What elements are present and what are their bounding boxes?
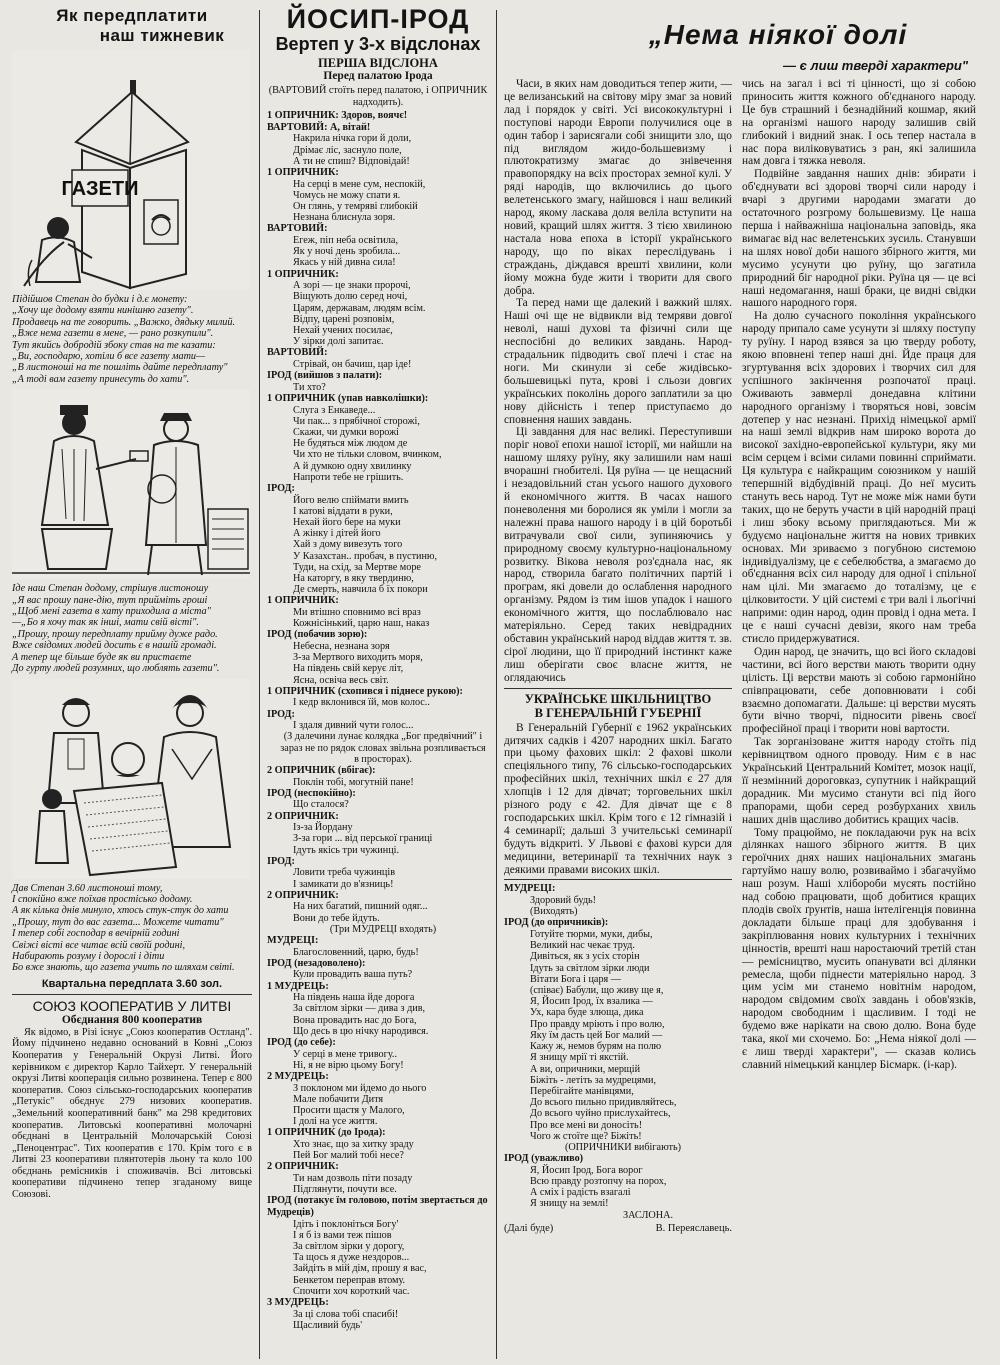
speaker-line: ІРОД (до опричників):: [504, 917, 609, 929]
caption-line: Тут якийсь добродій збоку став на те казати:: [12, 339, 216, 351]
caption-1: [12, 294, 252, 385]
caption-line: Бо вже знають, що газета учить по шляхам світі.: [12, 962, 235, 974]
paragraph: Один народ, це значить, що всі його складові частини, всі його верстви мають творити одну цілість. Ці верстви мають зі собою гармонійно співпрацювати, себе доповнювати і собі взаємно допомагати. Дальше: ці верстви мусять бути вічно творчі, підносити рівень своєї професійної праці і творити нові вартости.: [742, 645, 976, 736]
family-illustration: [12, 679, 250, 879]
speaker-line: ВАРТОВИЙ:: [267, 347, 328, 359]
school-text: В Генеральній Губернії є 1962 українських дитячих садків і 4207 народних шкіл. Багато при цьому фахових шкіл: 2 фахові школи спеціяльного типу, 76 сільсько-господарських професійних шкіл, технічних шкіл є 27 для хлопців і 12 для дівчат; торговельних шкіл різного роду є 42. Для дівчат ще є 8 господарських шкіл. Крім того є 12 гімназій і 4 семинарії; дальші 3 учительські семинарії будуть відкриті. У Львові є фахові курси для медицини, ветеринарії та технічних наук з деякими правами високих шкіл.: [504, 721, 732, 876]
speaker-line: ІРОД (побачив зорю):: [267, 629, 368, 641]
play-continuation: [504, 883, 732, 1221]
school-title: [504, 692, 732, 720]
speaker-line: ІРОД (уважливо): [504, 1153, 584, 1165]
subscription-title: [12, 6, 252, 46]
divider: [12, 994, 252, 995]
verse: Кули провадить ваша путь?: [293, 969, 413, 981]
divider: [504, 879, 732, 880]
author: В. Переяславець.: [655, 1223, 732, 1235]
speaker-line: 1 ОПРИЧНИК:: [267, 595, 339, 607]
caption-line: А як кілька днів минуло, хтось стук-стук до хати: [12, 905, 229, 917]
caption-2: [12, 583, 252, 674]
verse: Я, Йосип Ірод, Бога ворог Всю правду розтопчу на порох, А сміх і радість взагалі Я знищу на землі!: [530, 1164, 667, 1210]
postman-illustration: [12, 389, 250, 579]
speaker-line: ІРОД:: [267, 483, 295, 495]
speaker-line: ІРОД (неспокійно):: [267, 787, 356, 799]
verse: Поклін тобі, могутній пане!: [293, 776, 414, 788]
verse: Накрила нічка гори й доли, Дрімає ліс, заснуло поле, А ти не спиш? Відповідай!: [293, 133, 412, 167]
caption-line: Вже свідомих людей досить є в нашій громаді.: [12, 640, 217, 652]
caption-line: „Вже нема газети в мене, — рано розкупили".: [12, 328, 214, 340]
caption-line: Дав Степан 3.60 листоноші тому,: [12, 882, 163, 894]
caption-line: Підійшов Степан до будки і д.є монету:: [12, 294, 188, 305]
speaker-line: ІРОД:: [267, 855, 295, 867]
verse: Що сталося?: [293, 799, 349, 811]
play-footer: [504, 1223, 732, 1234]
verse: Ловити треба чужинців І замикати до в'язниць!: [293, 867, 396, 890]
speaker-line: 1 ОПРИЧНИК (упав навколішки):: [267, 393, 429, 404]
caption-line: „Щоб мені газета в хату приходила а міста": [12, 606, 211, 618]
speaker-line: 1 ОПРИЧНИК:: [267, 268, 339, 280]
verse: Із-за Йордану З-за гори ... від перської границі Ідуть якісь три чужинці.: [293, 822, 433, 856]
speaker-line: 1 МУДРЕЦЬ:: [267, 980, 329, 992]
speaker-line: МУДРЕЦІ:: [504, 883, 556, 895]
paragraph: Часи, в яких нам доводиться тепер жити, — це велизанський на світову міру змаг за новий лад і порядок у світі. Усі висококультурні і поступові народи Европи получилися оце в один табор і зарисягали собі знищити зло, що під виглядом жидо-большевизму і плютократизму змагає до знівечення правопорядку на всіх просторах земної кулі. У ряді народів, що включились до цього велетенського змагу, найшовся і наш великий народ, якому ласкава доля веліла вступити на новий, кращий шлях життя. З тією хвилиною настала нова епоха в історії українського народу, що по віках переслідувань і страждань, діждався врешті хвилини, коли йому можна буде жити і творити для свого добра.: [504, 78, 732, 297]
verse: Його велю спіймати вмить І катові віддати в руки, Нехай його бере на муки А жінку і дітей його Хай з дому вивезуть того У Казахстан.. пробач, в пустиню, Туди, на схід, за Мертве море На каторгу, в яку твердиню, Де смерть, навчила б їх покори: [293, 494, 438, 596]
play-title: ЙОСИП-ІРОД: [286, 4, 470, 34]
verse: Благословенний, царю, будь!: [293, 946, 419, 958]
speaker-line: 2 ОПРИЧНИК (вбігає):: [267, 765, 376, 777]
main-subtitle: — є лиш тверді характери": [783, 58, 968, 73]
speaker-line: 2 ОПРИЧНИК:: [267, 810, 339, 822]
speaker-line: МУДРЕЦІ:: [267, 935, 319, 947]
verse: У серці в мене тривогу.. Ні, я не вірю цьому Богу!: [293, 1048, 404, 1071]
verse: Ми втішно сповнимо всі враз Кожнісінький, царю наш, наказ: [293, 607, 430, 630]
coop-title: СОЮЗ КООПЕРАТИВ У ЛИТВІ: [32, 997, 232, 1014]
stage-direction: (ВАРТОВИЙ стоїть перед палатою, і ОПРИЧНИК надходить).: [268, 85, 488, 108]
main-title: „Нема ніякої долі: [648, 19, 908, 50]
caption-line: І спокійно вже поїхав простісько додому.: [12, 893, 193, 905]
subscription-title-line1: Як передплатити: [56, 6, 208, 25]
speaker-line: 2 ОПРИЧНИК:: [267, 1161, 339, 1173]
caption-line: „А тоді вам газету принесуть до хати".: [12, 373, 190, 385]
caption-line: „Прошу, тут до вас газета... Можете читати": [12, 916, 224, 928]
caption-line: „Хочу ще додому взяти нинішню газету".: [12, 305, 194, 317]
speaker-line: ІРОД:: [267, 708, 295, 720]
caption-line: А тепер ще більше буде як ви пристаєте: [12, 651, 192, 663]
paragraph: Тому працюймо, не покладаючи рук на всіх ділянках нашого збірного життя. В цих героїчних днях наших національних змагань гартуймо нашу волю, розвиваймо і збагачуймо наш розум. Наші хлібороби мусять постійно над собою працювати, щоб добитися кращих плодів своїх ґрунтів, наша інтелігенція повинна докладати більше праці для здобування і закріплювання нових культурних і технічних цінностів, врешті наш наростаючий третій стан — ремісництво, мусить опанувати всі ділянки ремесла, щоби піднести матеріяльно народ. З цим усім ми станемо новітнім народом, народом свідомим своїх завдань і обов'язків, народом свободним і щасливим. І тоді не будемо вже нарікати на свою долю. Вона буде така, якої ми схочемо. Бо: „Нема ніякої долі — є лиш тверді характери", — сказав колись славний німецький канцлер Бісмарк. (і-кар).: [742, 826, 976, 1071]
verse: На серці в мене сум, неспокій, Чомусь не можу спати я. Он глянь, у темряві глибокій Незнана блиснула зоря.: [293, 178, 426, 224]
speaker-line: ІРОД (до себе):: [267, 1037, 336, 1049]
verse: Небесна, незнана зоря З-за Мертвого виходить моря, На південь свій керує літ, Ясна, освіча весь світ.: [293, 641, 423, 686]
caption-line: „В листоноші на те пошліть дайте передплату": [12, 362, 228, 374]
paragraph: Так зорганізоване життя народу стоїть під керівництвом одного проводу. Ним є в нас Український Центральний Комітет, мозок нації, її незмінний дороговказ, супутник і найкращий дорадник. Ми мусимо станути всі під його прапорами, щоби серед розбурханих хвиль наших днів щасливо добитись кращих часів.: [742, 736, 976, 826]
speaker-line: ІРОД (потакує їм головою, потім звертається до Мудреців): [267, 1195, 488, 1219]
verse: Хто знає, що за хитку зраду Пей Бог малий тобі несе?: [293, 1139, 414, 1162]
school-title-line1: УКРАЇНСЬКЕ ШКІЛЬНИЦТВО: [524, 691, 712, 706]
caption-line: Продавець на те говорить. „Важко, дядьку милий.: [12, 316, 236, 328]
caption-line: Набирають розуму і дорослі і діти: [12, 950, 165, 962]
speaker-line: ІРОД (вийшов з палати):: [267, 370, 383, 382]
verse: Ти хто?: [293, 381, 326, 393]
caption-line: І тепер собі господар в вечірній годині: [12, 928, 180, 940]
curtain-note: ЗАСЛОНА.: [622, 1209, 674, 1221]
speaker-line: 3 МУДРЕЦЬ:: [267, 1297, 329, 1309]
verse: І кедр вклонився їй, мов колос..: [293, 697, 430, 709]
main-text-2: [742, 78, 976, 1072]
verse: Ти нам дозволь піти позаду Підглянути, почути все.: [293, 1173, 413, 1196]
play-lines: [267, 110, 489, 1331]
coop-subtitle: Обєднання 800 кооператив: [61, 1013, 203, 1026]
verse: На південь наша йде дорога За світлом зірки — дива з див, Вона провадить нас до Бога, Що десь в цю нічку народився.: [293, 992, 429, 1037]
act-subtitle: Перед палатою Ірода: [323, 70, 433, 82]
main-text-1: [504, 78, 732, 685]
caption-line: „Ви, господарю, хотіли б все газету мати—: [12, 351, 206, 363]
column-rule: [496, 10, 497, 1359]
verse: І здаля дивний чути голос...: [293, 720, 414, 732]
coop-text: Як відомо, в Різі існує „Союз кооператив Остланд". Йому підчинено недавно оснований в Ковні „Союз Кооператив у Генеральній Окрузі Литві. Його керівником є директор Карло Тайхерт. У генеральній окрузі Литві кооперація сильно розвинена. Тепер є 800 кооператив. Союз сільсько-господарських кооператив „Петукіс" обєднує 279 низових кооператив. „Земельний кооперативний банк" ма 298 кредитових кооператив. Литовські кооперативні молочарні обєднані в Центральній Молочарській Союзі „Пеноцентрас". Тих кооператив є 170. Крім того є в Литві 23 кооперативи плянтотерів льону та коло 100 обєднань ремісників і споживачів. Всі литовські кооперативи підчинено тепер згаданому вище Союзові.: [12, 1026, 252, 1201]
divider: [504, 688, 732, 689]
caption-line: —„Бо я хочу так як інші, мати свій вісті".: [12, 617, 199, 629]
stage-direction: (З далечини лунає колядка „Бог предвічний" і зараз не по рядок словах звільна розпливається в просторах).: [280, 731, 486, 765]
caption-line: До гурту людей розумних, що люблять газети".: [12, 663, 220, 675]
school-title-line2: В ГЕНЕРАЛЬНІЙ ГУБЕРНІЇ: [534, 705, 702, 720]
stage-direction: (ОПРИЧНИКИ вибігають): [564, 1141, 682, 1153]
speaker-line: 1 ОПРИЧНИК: Здоров, воячє!: [267, 110, 408, 122]
speaker-line: 1 ОПРИЧНИК (до Ірода):: [267, 1127, 386, 1139]
verse: Ідіть і поклоніться Богу' І я б із вами теж пішов За світлом зірки у дорогу, Та щось я дуже нездоров... Зайдіть в мій дім, прошу я вас, Бенкетом переправ втому. Спочити хоч короткий час.: [293, 1218, 427, 1297]
caption-line: Іде наш Степан додому, стрішув листоношу: [12, 583, 209, 595]
kiosk-illustration: [12, 50, 250, 290]
play-subtitle: Вертеп у 3-х відслонах: [275, 34, 481, 54]
subscription-title-line2: наш тижневик: [99, 26, 225, 45]
quarterly-price: Квартальна передплата 3.60 зол.: [41, 977, 223, 990]
verse: Готуйте тюрми, муки, дибы, Великий нас чекає труд. Дивіться, як з усіх сторін Ідуть за світлом зірки люди Вітати Бога і царя — (співає) Бабули, що живу ще я, Я, Йосип Ірод, їх взалика — Ух, кара буде злюща, дика Про правду мріють і про волю, Яку їм дасть цей Бог малий — Кажу ж, немов бурям на полю Я знищу мрії ті якстій. А ви, опричники, мерщій Біжіть - летіть за мудрецями, Перебігайте манівцями, До всього пильно придивляйтесь, До всього чуйно прислухайтесь, Про все мені ви доносіть! Чого ж стоїте ще? Біжіть!: [530, 929, 677, 1142]
verse: На них багатий, пишний одяг... Вони до тебе йдуть.: [293, 901, 428, 924]
verse: Стрівай, он бачиш, цар іде!: [293, 359, 412, 370]
paragraph: Та перед нами ще далекий і важкий шлях. Наші очі ще не відвикли від темряви довгої неволі, наші духові та фізичні сили ще неспосібні до великих завдань. Народ-страдальник підводить свої плечі і стає на ноги. Ми скинули зі себе жидівсько-большевицькі пута, крові і сльози довгих українських поколінь дорого заплатили за цю нову дійсність і тепер приступаємо до сповнення наших завдань.: [504, 297, 732, 426]
paragraph: Ці завдання для нас великі. Переступивши поріг нової епохи нашої історії, ми найшли на нашому шляху руїну, яку залишили нам наші вчорашні гнобителі. Ця руїна — це нещасний і незадовільний стан усього нашого духового й економічного життя. В часах нашого поневолення ми боролися як уміли і могли за належні права нашого народу і в цій боротьбі витрачували свої сили, зупиняючись у природному своєму культурно-національному розвитку. Вікова неволя роз'єднала нас, як народ, створила багато політичних партій і програм, які довели до ослаблення народного організму. Рядом із тим ішов упадок і нашого економічного життя, що послаблювало нас матеріяльно. Серед таких невідрадних обставин український народ віддав життя т. зв. сірої людини, що її природний інстинкт каже лиш оберігати своє власне життя, не оглядаючись: [504, 426, 732, 684]
speaker-line: 2 МУДРЕЦЬ:: [267, 1071, 329, 1083]
speaker-line: 1 ОПРИЧНИК:: [267, 166, 339, 178]
verse: Слуга з Енкаведе... Чи пак... з прябічної сторожі, Скажи, чи думки ворожі Не будяться між людом де Чи хто не тільки словом, вчинком, А й думкою одну хвилинку Напроти тебе не грішить.: [293, 404, 442, 483]
kiosk-sign: ГАЗЕТИ: [61, 178, 139, 200]
paragraph: На долю сучасного покоління українського народу припало саме усунути зі шляху поступу ту руїну. І народ взявся за цю тверду роботу, якою вповнені тепер наші дні. Йде праця для згуртування всіх здорових і творчих сил для успішного закінчення розпочатої праці. Оживають завмерлі донедавна клітини народного організму і творяться нові, зовсім дотепер у нас незнані. Прихід німецької армії на наші землі відкрив нам широко ворота до високої західно-европейської культури, яку ми всім серцем і всіми силами повинні сприймати. Ця культура є найкращим союзником у нашій тепершній відбудівній праці. До неї мусить стануть весь народ. Тут не може між нами бути таких, що не беруть участи в цій народній праці і лиш збоку всьому приглядаються. Ми ж будуємо національне життя на нових тривких основах. Ми зриваємо з погубною системою індивідуалізму, це є себелюбства, а змагаємо до об'єднання всіх сил народу для одної і спільної нам цілі. Ми змагаємо до тоталізму, це є цілковитости. У цій системі є три валі і льогічні наприми: один народ, один провід і одна мета. І це є наші сучасні девізи, якого нам треба стисло придержуватися.: [742, 310, 976, 645]
verse: Егеж, піп неба освітила, Як у ночі день зробила... Якась у ній дивна сила!: [293, 234, 401, 269]
paragraph: Подвійне завдання наших днів: збирати і об'єднувати всі здорові творчі сили народу і вчарі з другими народами змагати до остаточного розгрому большевизму. Це наша перша і найважніша національна заповідь, яка вимагає від нас велетенських зусиль. Станувши на шлях нової доби нашого збірного життя, ми мусимо усунути цю руїну, що загатила природний біг народної ріки. Руїна ця — це всі наші недомагання, наші браки, це видні свідки нашого народного горя.: [742, 168, 976, 310]
speaker-line: ВАРТОВИЙ: А, вітай!: [267, 121, 371, 133]
column-rule: [259, 10, 260, 1359]
verse: А зорі — це знаки пророчі, Віщують долю серед ночі, Царям, державам, людям всім. Відпу, царені розповім, Нехай учених посилає, У зірки долі запитає.: [293, 280, 426, 348]
speaker-line: 2 ОПРИЧНИК:: [267, 889, 339, 901]
left-column: [0, 0, 258, 1365]
verse: За ці слова тобі спасибі! Щасливий будь': [293, 1308, 399, 1331]
main-column-2: [738, 0, 980, 1365]
act-title: ПЕРША ВІДСЛОНА: [318, 56, 438, 70]
continued-note: (Далі буде): [504, 1223, 554, 1235]
speaker-line: 1 ОПРИЧНИК (схопився і піднесе рукою):: [267, 685, 463, 697]
verse: Здоровий будь! (Виходять): [530, 895, 597, 918]
speaker-line: ВАРТОВИЙ:: [267, 223, 328, 235]
speaker-line: ІРОД (незадоволено):: [267, 957, 366, 969]
verse: З поклоном ми йдемо до нього Мале побачити Дитя Просити щастя у Малого, І долі на усе життя.: [293, 1082, 427, 1128]
caption-line: Свіжі вісті все читає всій своїй родині,: [12, 939, 186, 951]
caption-line: „Прошу, прошу передплату прийму дуже радо.: [12, 628, 218, 640]
stage-direction: (Три МУДРЕЦІ входять): [329, 923, 437, 935]
play-column: [261, 0, 495, 1365]
caption-line: „Я вас прошу пане-дію, тут прийміть гроші: [12, 594, 208, 606]
paragraph: чись на загал і всі ті цінності, що зі собою приносить життя кожного об'єднаного народу. Це був страшний і безнадійний кошмар, який на організмі нашого народу залишив свій глибокий і видний знак. І ось тепер настала в нас пора виліковуватись з ран, які залишила нам довга і тяжка неволя.: [742, 78, 976, 168]
caption-3: [12, 883, 252, 974]
